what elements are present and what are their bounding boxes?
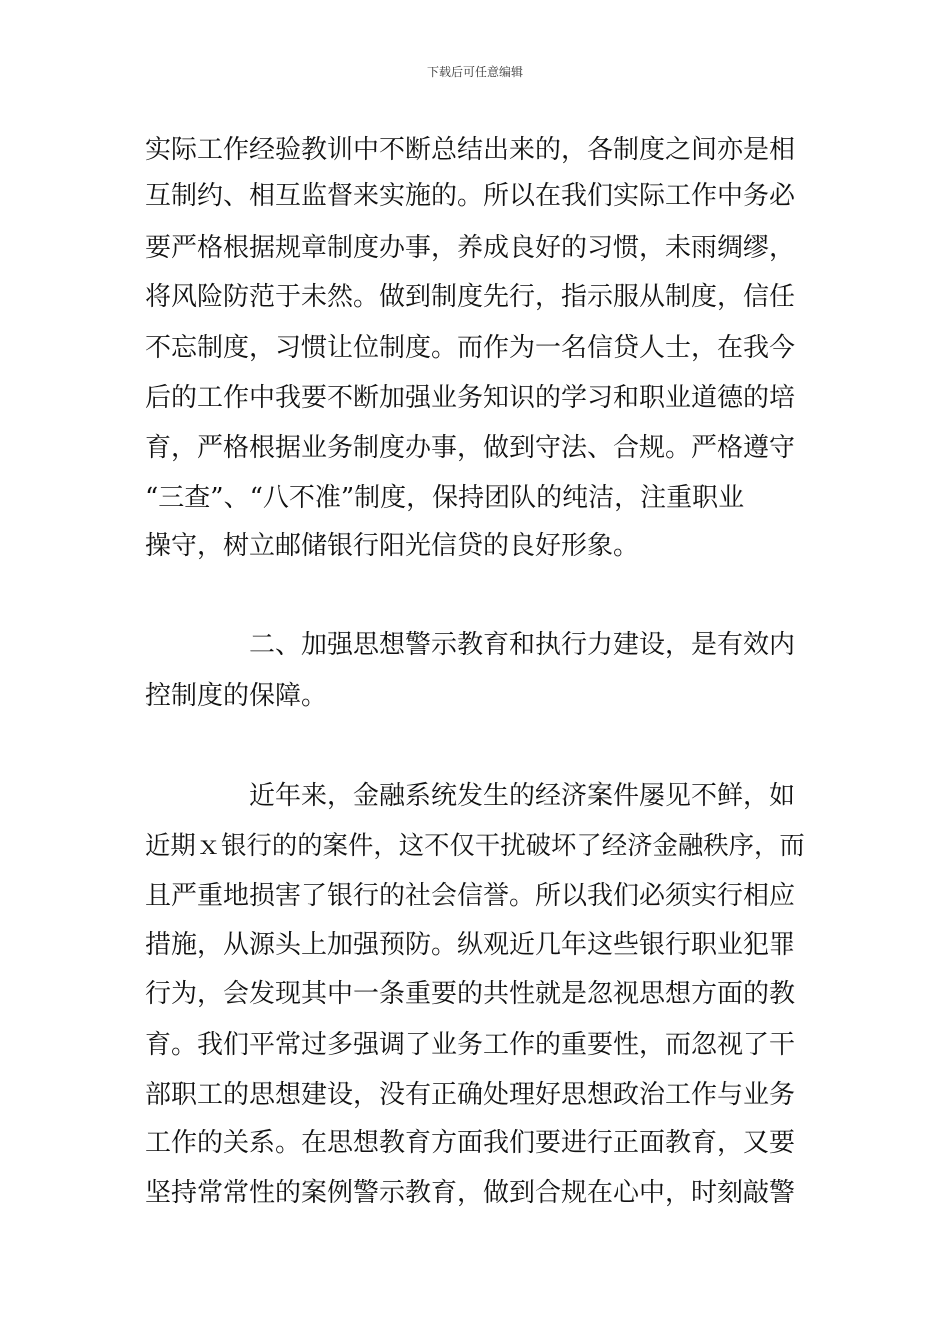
text-line: 育。我们平常过多强调了业务工作的重要性，而忽视了干 <box>145 1030 796 1060</box>
text-line: 近年来，金融系统发生的经济案件屡见不鲜，如 <box>249 781 796 811</box>
text-line: 措施，从源头上加强预防。纵观近几年这些银行职业犯罪 <box>145 930 796 960</box>
page-header-note: 下载后可任意编辑 <box>426 65 523 79</box>
text-line: 要严格根据规章制度办事，养成良好的习惯，未雨绸缪， <box>145 233 796 263</box>
text-line: 将风险防范于未然。做到制度先行，指示服从制度，信任 <box>145 282 796 312</box>
text-line: 操守，树立邮储银行阳光信贷的良好形象。 <box>145 531 640 561</box>
text-line: 坚持常常性的案例警示教育，做到合规在心中，时刻敲警 <box>145 1178 796 1208</box>
text-line: 行为，会发现其中一条重要的共性就是忽视思想方面的教 <box>145 979 796 1009</box>
text-line: 部职工的思想建设，没有正确处理好思想政治工作与业务 <box>145 1080 796 1110</box>
text-line: 不忘制度，习惯让位制度。而作为一名信贷人士，在我今 <box>145 333 796 363</box>
text-line: 近期ｘ银行的的案件，这不仅干扰破坏了经济金融秩序，而 <box>145 830 805 860</box>
text-line: 控制度的保障。 <box>145 681 328 711</box>
text-line: 育，严格根据业务制度办事，做到守法、合规。严格遵守 <box>145 433 796 463</box>
text-line: 且严重地损害了银行的社会信誉。所以我们必须实行相应 <box>145 881 796 911</box>
text-line: 二、加强思想警示教育和执行力建设，是有效内 <box>249 630 796 660</box>
text-line: 后的工作中我要不断加强业务知识的学习和职业道德的培 <box>145 383 796 413</box>
text-line: 互制约、相互监督来实施的。所以在我们实际工作中务必 <box>145 181 796 211</box>
text-line: 工作的关系。在思想教育方面我们要进行正面教育，又要 <box>145 1128 796 1158</box>
text-line: 实际工作经验教训中不断总结出来的，各制度之间亦是相 <box>145 135 796 165</box>
text-line: “三查”、“八不准”制度，保持团队的纯洁，注重职业 <box>145 483 745 513</box>
